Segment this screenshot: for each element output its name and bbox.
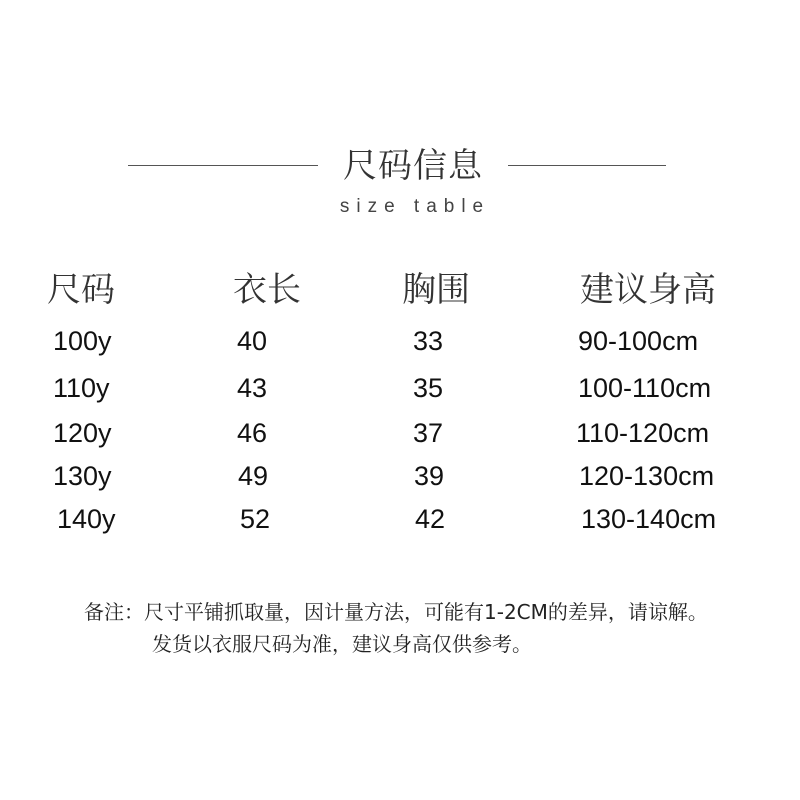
header-length: 衣长 <box>233 270 301 310</box>
cell-length: 52 <box>240 504 271 534</box>
header-chest: 胸围 <box>402 270 470 310</box>
cell-chest: 37 <box>413 418 444 448</box>
remark-line-2: 发货以衣服尺码为准，建议身高仅供参考。 <box>152 632 532 656</box>
title-row <box>0 138 800 188</box>
cell-size: 130y <box>53 461 112 491</box>
page-subtitle: size table <box>339 196 491 217</box>
cell-height: 120-130cm <box>579 461 715 491</box>
cell-size: 110y <box>53 373 110 403</box>
cell-height: 110-120cm <box>576 418 710 448</box>
cell-size: 120y <box>53 418 112 448</box>
title-divider-left <box>128 165 318 166</box>
cell-size: 100y <box>53 326 112 356</box>
cell-chest: 33 <box>413 326 444 356</box>
cell-height: 130-140cm <box>581 504 717 534</box>
cell-height: 90-100cm <box>578 326 699 356</box>
page-title: 尺码信息 <box>343 146 483 186</box>
cell-length: 40 <box>237 326 268 356</box>
cell-height: 100-110cm <box>578 373 712 403</box>
title-divider-right <box>508 165 666 166</box>
cell-chest: 39 <box>414 461 445 491</box>
cell-chest: 42 <box>415 504 446 534</box>
header-size: 尺码 <box>47 270 115 310</box>
cell-length: 43 <box>237 373 268 403</box>
cell-size: 140y <box>57 504 116 534</box>
cell-length: 49 <box>238 461 269 491</box>
cell-chest: 35 <box>413 373 444 403</box>
remark-line-1: 备注：尺寸平铺抓取量，因计量方法，可能有1-2CM的差异，请谅解。 <box>84 600 708 624</box>
cell-length: 46 <box>237 418 268 448</box>
header-height: 建议身高 <box>580 270 716 310</box>
